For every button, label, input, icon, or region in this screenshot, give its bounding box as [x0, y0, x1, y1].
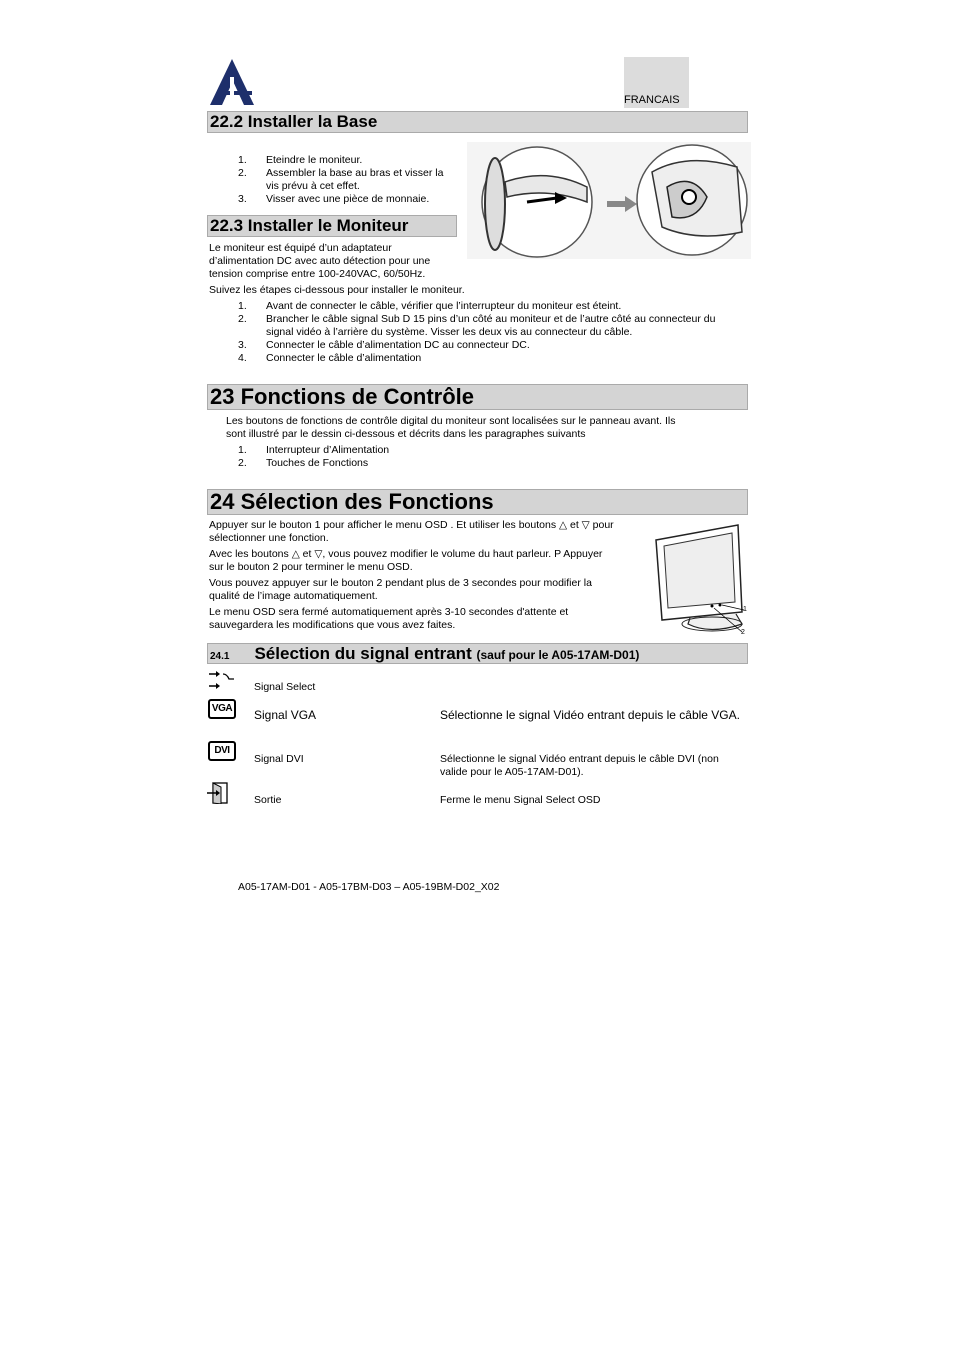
monitor-front-illustration: [650, 520, 750, 640]
signal-dvi-desc: Sélectionne le signal Vidéo entrant depuis le câble DVI (non valide pour le A05-17AM-D01).: [440, 753, 719, 778]
footer-models: A05-17AM-D01 - A05-17BM-D03 – A05-19BM-D02_X02: [238, 881, 500, 893]
section-title: Sélection du signal entrant: [254, 644, 472, 663]
monitor-steps-list: [208, 300, 740, 365]
section-24-heading: 24 Sélection des Fonctions: [207, 489, 748, 515]
exit-label: Sortie: [254, 794, 282, 806]
osd-para-1: Appuyer sur le bouton 1 pour afficher le menu OSD . Et utiliser les boutons △ et ▽ pour sélectionner une fonction.: [209, 519, 614, 544]
osd-para-3: Vous pouvez appuyer sur le bouton 2 pendant plus de 3 secondes pour modifier la qualité de l’image automatiquement.: [209, 577, 592, 602]
list-item: 2. Assembler la base au bras et visser la vis prévu à cet effet.: [238, 167, 444, 192]
base-steps-list: [208, 154, 458, 206]
list-item: 1. Avant de connecter le câble, vérifier que l’interrupteur du moniteur est éteint.: [238, 300, 622, 312]
dvi-icon: DVI: [208, 741, 236, 761]
callout-1: 1: [743, 606, 747, 613]
list-item: 1. Interrupteur d’Alimentation: [238, 444, 390, 456]
section-23-heading: 23 Fonctions de Contrôle: [207, 384, 748, 410]
section-subtitle: (sauf pour le A05-17AM-D01): [476, 648, 640, 662]
signal-vga-label: Signal VGA: [254, 708, 317, 722]
list-item: 3. Connecter le câble d’alimentation DC au connecteur DC.: [238, 339, 530, 351]
brand-logo: [208, 57, 256, 107]
section-22-3-heading: 22.3 Installer le Moniteur: [207, 215, 457, 237]
base-assembly-illustration: [467, 142, 751, 259]
exit-desc: Ferme le menu Signal Select OSD: [440, 794, 601, 806]
list-item: 4. Connecter le câble d’alimentation: [238, 352, 422, 364]
section-22-2-heading: 22.2 Installer la Base: [207, 111, 748, 133]
signal-select-icon: [207, 669, 235, 691]
vga-icon: VGA: [208, 699, 236, 719]
monitor-follow-text: Suivez les étapes ci-dessous pour installer le moniteur.: [209, 284, 465, 296]
list-item: 1. Eteindre le moniteur.: [238, 154, 363, 166]
exit-icon: [207, 782, 235, 804]
signal-select-label: Signal Select: [254, 681, 316, 693]
list-item: 2. Brancher le câble signal Sub D 15 pins d’un côté au moniteur et de l’autre côté au connecteur du signal vidéo à l’arrière du système. Visser les deux vis au connecteur du câble.: [238, 313, 716, 338]
section-number: 24.1: [210, 651, 230, 662]
list-item: 3. Visser avec une pièce de monnaie.: [238, 193, 430, 205]
signal-dvi-label: Signal DVI: [254, 753, 304, 765]
osd-para-4: Le menu OSD sera fermé automatiquement après 3-10 secondes d'attente et sauvegardera les modifications que vous avez faites.: [209, 606, 569, 631]
osd-para-2: Avec les boutons △ et ▽, vous pouvez modifier le volume du haut parleur. P Appuyer sur le bouton 2 pour terminer le menu OSD.: [209, 548, 603, 573]
callout-2: 2: [741, 629, 745, 636]
signal-vga-desc: Sélectionne le signal Vidéo entrant depuis le câble VGA.: [440, 708, 740, 722]
controls-intro-text: Les boutons de fonctions de contrôle digital du moniteur sont localisées sur le panneau avant. Ils sont illustré par le dessin ci-dessous et décrits dans les paragraphes suivants: [226, 415, 676, 440]
language-label: FRANCAIS: [624, 94, 680, 106]
section-24-1-heading: [207, 643, 748, 664]
monitor-intro-text: Le moniteur est équipé d’un adaptateur d’alimentation DC avec auto détection pour une tension comprise entre 100-240VAC, 60/50Hz.: [209, 242, 431, 280]
list-item: 2. Touches de Fonctions: [238, 457, 369, 469]
controls-list: [208, 444, 608, 470]
